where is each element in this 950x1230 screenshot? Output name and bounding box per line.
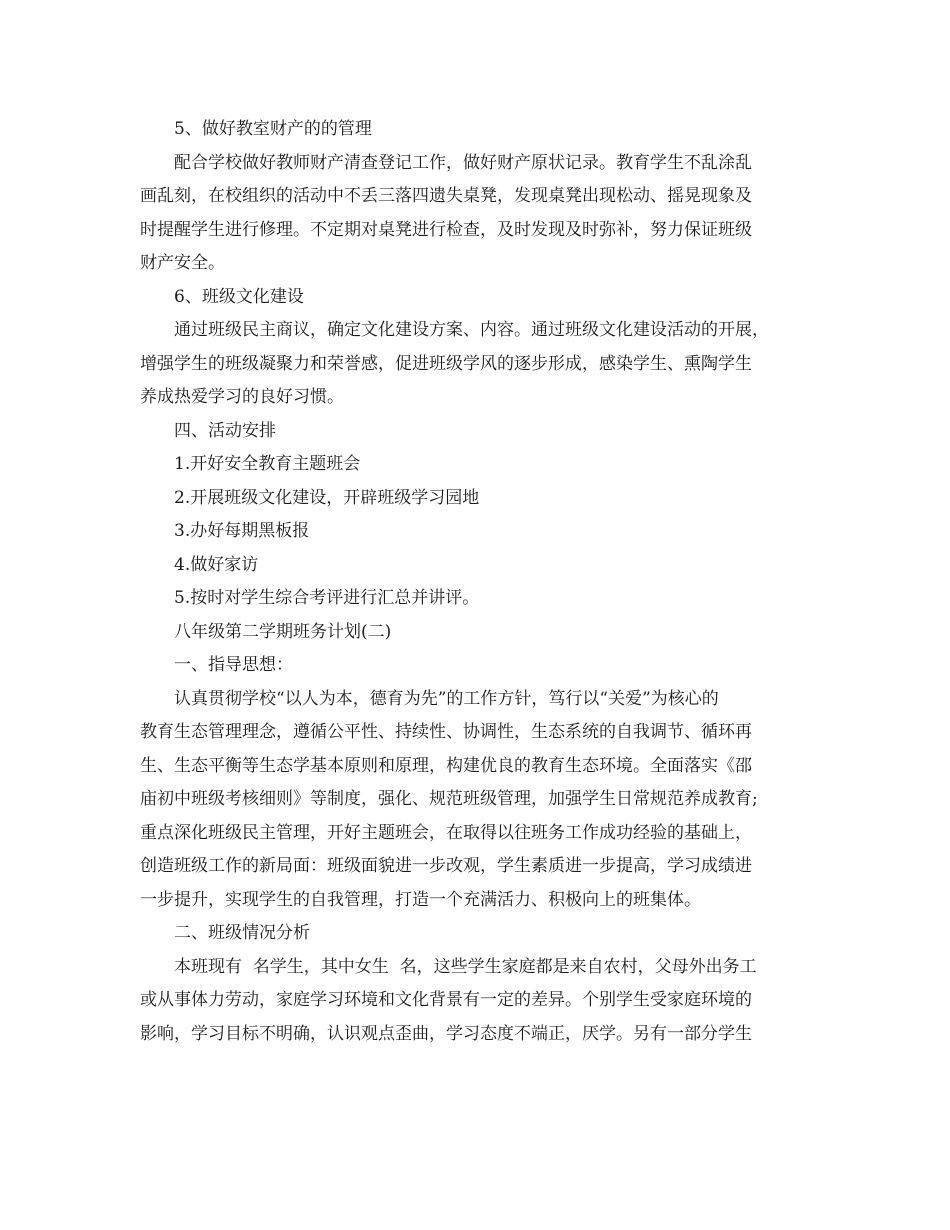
text-line: 四、活动安排: [174, 420, 276, 441]
text-line: 3.办好每期黑板报: [174, 521, 310, 541]
text-line: 教育生态管理理念，遵循公平性、持续性、协调性，生态系统的自我调节、循环再: [140, 722, 752, 742]
text-line: 创造班级工作的新局面：班级面貌进一步改观，学生素质进一步提高，学习成绩进: [140, 856, 752, 876]
text-line: 5、做好教室财产的的管理: [174, 119, 372, 139]
text-line: 认真贯彻学校“以人为本，德育为先”的工作方针，笃行以“关爱”为核心的: [174, 688, 719, 709]
text-line: 1.开好安全教育主题班会: [174, 454, 361, 474]
text-line: 增强学生的班级凝聚力和荣誉感，促进班级学风的逐步形成，感染学生、熏陶学生: [140, 353, 752, 374]
text-line: 一、指导思想：: [174, 655, 293, 675]
text-line: 通过班级民主商议，确定文化建设方案、内容。通过班级文化建设活动的开展，: [174, 320, 769, 340]
text-line: 配合学校做好教师财产清查登记工作，做好财产原状记录。教育学生不乱涂乱: [174, 152, 752, 173]
document-page: [140, 113, 822, 1051]
text-line: 2.开展班级文化建设，开辟班级学习园地: [174, 487, 480, 508]
text-line: 二、班级情况分析: [174, 923, 310, 943]
text-line: 或从事体力劳动，家庭学习环境和文化背景有一定的差异。个别学生受家庭环境的: [140, 990, 752, 1010]
text-line: 6、班级文化建设: [174, 286, 304, 307]
text-line: 一步提升，实现学生的自我管理，打造一个充满活力、积极向上的班集体。: [140, 889, 701, 910]
text-line: 本班现有 名学生，其中女生 名，这些学生家庭都是来自农村，父母外出务工: [174, 956, 757, 977]
text-line: 生、生态平衡等生态学基本原则和原理，构建优良的教育生态环境。全面落实《邵: [140, 755, 752, 776]
text-line: 财产安全。: [140, 253, 225, 273]
text-line: 重点深化班级民主管理，开好主题班会，在取得以往班务工作成功经验的基础上，: [140, 822, 752, 843]
text-line: 画乱刻，在校组织的活动中不丢三落四遗失桌凳，发现桌凳出现松动、摇晃现象及: [140, 186, 752, 206]
text-line: 养成热爱学习的良好习惯。: [140, 387, 344, 407]
text-line: 4.做好家访: [174, 554, 259, 575]
text-line: 八年级第二学期班务计划(二): [174, 621, 392, 642]
text-line: 庙初中班级考核细则》等制度，强化、规范班级管理，加强学生日常规范养成教育;: [140, 789, 758, 809]
text-line: 时提醒学生进行修理。不定期对桌凳进行检查，及时发现及时弥补，努力保证班级: [140, 219, 752, 240]
text-line: 5.按时对学生综合考评进行汇总并讲评。: [174, 588, 480, 608]
text-line: 影响，学习目标不明确，认识观点歪曲，学习态度不端正，厌学。另有一部分学生: [140, 1023, 752, 1044]
